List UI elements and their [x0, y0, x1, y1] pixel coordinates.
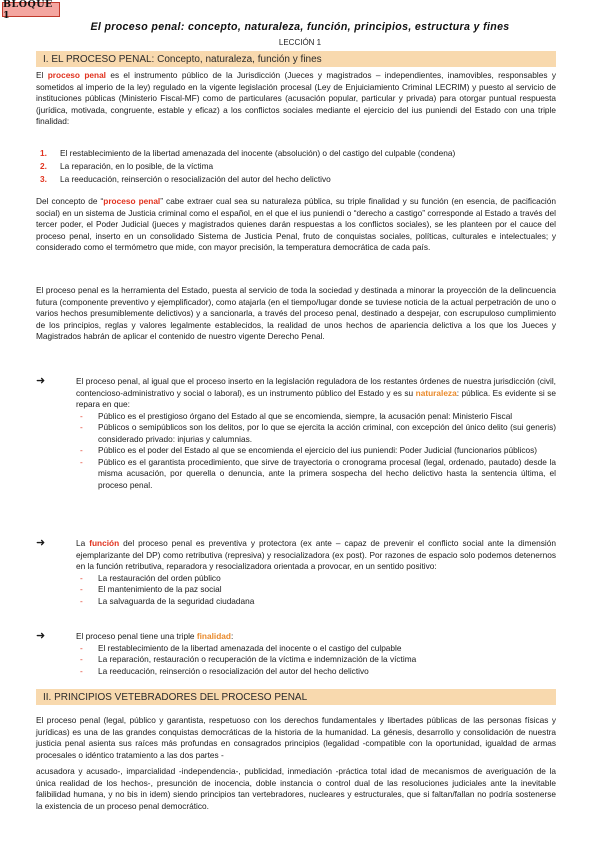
right-arrow-icon: ➜: [36, 375, 46, 387]
section-heading-1: I. EL PROCESO PENAL: Concepto, naturaleza, función y fines: [36, 51, 556, 67]
lesson-label: LECCIÓN 1: [278, 38, 322, 47]
paragraph-concept: El proceso penal es el instrumento público de la Jurisdicción (Jueces y magistrados – independientes, inamovibles, responsables y sometidos al imperio de la ley) regulado en la vigente legislación procesal (Ley de Enjuiciamiento Criminal LECRIM) y puesto al servicio de instituciones públicas (Ministerio Fiscal-MF) como de particulares (acusación popular, particular y privada) para otorgar puntual respuesta (jurídica, motivada, congruente, estable y eficaz) a los conflictos sociales mediante el ejercicio del ius puniendi del Estado con una triple finalidad:: [36, 70, 556, 126]
dash-bullet-icon: -: [80, 595, 83, 606]
keyword-proceso-penal: proceso penal: [47, 70, 106, 80]
list-item: - Público es el garantista procedimiento, que sirve de trayectoria o cronograma procesal (legal, ordenado, pautado) desde la misma acusación, por querella o denuncia, ante la primera sospecha del hecho delictivo hasta la sentencia última, el proceso penal.: [76, 457, 556, 492]
dash-bullet-icon: -: [80, 654, 83, 664]
arrow-block-naturaleza: ➜ El proceso penal, al igual que el proceso inserto en la legislación reguladora de los restantes órdenes de nuestra jurisdicción (civil, contencioso-administrativo y social o laboral), es un instrumento público del Estado y es su naturaleza: pública. Es evidente si se repara en que: - Público es el prestigioso órgano del Estado al que se encomienda, siempre, la acusación penal: Ministerio Fiscal - Públicos o semipúblicos son los delitos, por lo que se ejercita la acción criminal, con excepción del único delito (sui generis) considerado privado: injurias y calumnias. - Público es el poder del Estado al que se encomienda el ejercicio del ius puniendi: Poder Judicial (funcionarios públicos) - Público es el garantista procedimiento, que sirve de trayectoria o cronograma procesal (legal, ordenado, pautado) desde la misma acusación, por querella o denuncia, ante la primera sospecha del hecho delictivo hasta la sentencia última, el proceso penal.: [36, 375, 557, 490]
list-item: - El restablecimiento de la libertad amenazada del inocente o el castigo del culpable: [76, 643, 556, 655]
paragraph-principles: El proceso penal (legal, público y garantista, respetuoso con los derechos fundamentales y libertades públicas de las personas físicas y jurídicas) es una de las grandes conquistas democráticas de la historia de la humanidad. La génesis, desarrollo y consolidación de nuestra justicia penal asienta sus raíces más profundas en consagrados principios (legalidad -compatible con la oportunidad, igualdad de armas procesales o idéntico tratamiento a las dos partes -: [36, 715, 556, 760]
keyword-finalidad: finalidad: [196, 631, 231, 641]
list-item: - La reeducación, reinserción o resocialización del autor del hecho delictivo: [76, 666, 556, 678]
list-item: - Públicos o semipúblicos son los delitos, por lo que se ejercita la acción criminal, con excepción del único delito (sui generis) considerado privado: injurias y calumnias.: [76, 422, 556, 445]
arrow-block-funcion: ➜ La función del proceso penal es preventiva y protectora (ex ante – capaz de prevenir el conflicto social ante la dimensión ejemplarizante del DP) como retributiva (represiva) y resocializadora (ex post). Por razones de espacio solo podemos detenernos en la función retributiva, reparadora y resocializadora orientada a provocar, en un sentido positivo: - La restauración del orden público - El mantenimiento de la paz social - La salvaguarda de la seguridad ciudadana: [36, 537, 556, 606]
paragraph-tool: El proceso penal es la herramienta del Estado, puesta al servicio de toda la sociedad y destinada a minorar la proyección de la delincuencia futura (componente preventivo y ejemplificador), como atajarla (en el tiempo/lugar donde se tuviese noticia de la actual perpetración de uno o varios hechos presumiblemente delictivos) y a sancionarla, a través del proceso penal, destinado a despejar, con escrupuloso cumplimiento de los principios, reglas y valores legalmente establecidos, la realidad de unos hechos de apariencia delictiva a los que los Jueces y Magistrados habrán de aplicar el contenido de nuestro vigente Derecho Penal.: [36, 285, 556, 341]
list-item: - La restauración del orden público: [76, 573, 556, 585]
document-title: El proceso penal: concepto, naturaleza, función, principios, estructura y fines: [90, 21, 510, 33]
right-arrow-icon: ➜: [36, 630, 46, 642]
list-item: - El mantenimiento de la paz social: [76, 584, 556, 596]
dash-bullet-icon: -: [80, 642, 83, 653]
list-item: 2. La reparación, en lo posible, de la víctima: [40, 161, 214, 171]
paragraph-principles-cont: acusadora y acusado-, imparcialidad -independencia-, publicidad, inmediación -práctica total idad de mecanismos de averiguación de la única realidad de los hechos-, presunción de inocencia, doble instancia o control dual de las resoluciones judiciales ante la inevitable falibilidad humana, y no bis in idem) siendo principios tan vertebradores, nucleares y estructurales, que si faltan/fallan no podría sostenerse la existencia de un proceso penal democrático.: [36, 766, 556, 811]
keyword-naturaleza: naturaleza: [415, 387, 457, 398]
right-arrow-icon: ➜: [36, 537, 46, 549]
dash-bullet-icon: -: [80, 584, 83, 594]
keyword-proceso-penal: proceso penal: [103, 196, 161, 206]
dash-bullet-icon: -: [80, 456, 83, 467]
section-heading-2: II. PRINCIPIOS VETEBRADORES DEL PROCESO PENAL: [36, 689, 556, 705]
list-item: - Público es el poder del Estado al que se encomienda el ejercicio del ius puniendi: Poder Judicial (funcionarios públicos): [76, 445, 556, 457]
list-item: 1. El restablecimiento de la libertad amenazada del inocente (absolución) o del castigo del culpable (condena): [40, 148, 456, 158]
dash-bullet-icon: -: [80, 410, 83, 421]
paragraph-nature: Del concepto de “proceso penal” cabe extraer cual sea su naturaleza pública, su triple finalidad y su función (en esencia, de pacificación social) en un sistema de Justicia criminal como el español, en el que el ius puniendi o “derecho a castigo” corresponde al Estado a través del tercer poder, el Poder Judicial (jueces y magistrados quienes darán respuestas a los conflictos sociales), se les planteen por el cauce del proceso penal, inserto en un consolidado Sistema de Justicia Penal, fruto de conquistas sociales, políticas, culturales e intelectuales; y considerado como el termómetro que mide, con mayor precisión, la temperatura democrática de cada país.: [36, 196, 557, 252]
list-item: - La reparación, restauración o recuperación de la víctima e indemnización de la víctima: [76, 654, 556, 666]
finalities-list: [40, 147, 556, 186]
dash-bullet-icon: -: [80, 422, 83, 432]
arrow-block-finalidad: ➜ El proceso penal tiene una triple finalidad: - El restablecimiento de la libertad amenazada del inocente o el castigo del culpable - La reparación, restauración o recuperación de la víctima e indemnización de la víctima - La reeducación, reinserción o resocialización del autor del hecho delictivo: [36, 631, 556, 677]
dash-bullet-icon: -: [80, 572, 83, 583]
dash-bullet-icon: -: [80, 665, 83, 676]
list-item: - Público es el prestigioso órgano del Estado al que se encomienda, siempre, la acusación penal: Ministerio Fiscal: [76, 411, 556, 423]
bloque-badge: BLOQUE 1: [2, 2, 60, 17]
keyword-funcion: función: [89, 538, 120, 548]
dash-bullet-icon: -: [80, 445, 83, 455]
list-item: - La salvaguarda de la seguridad ciudadana: [76, 596, 556, 608]
list-item: 3. La reeducación, reinserción o resocialización del autor del hecho delictivo: [40, 174, 331, 184]
